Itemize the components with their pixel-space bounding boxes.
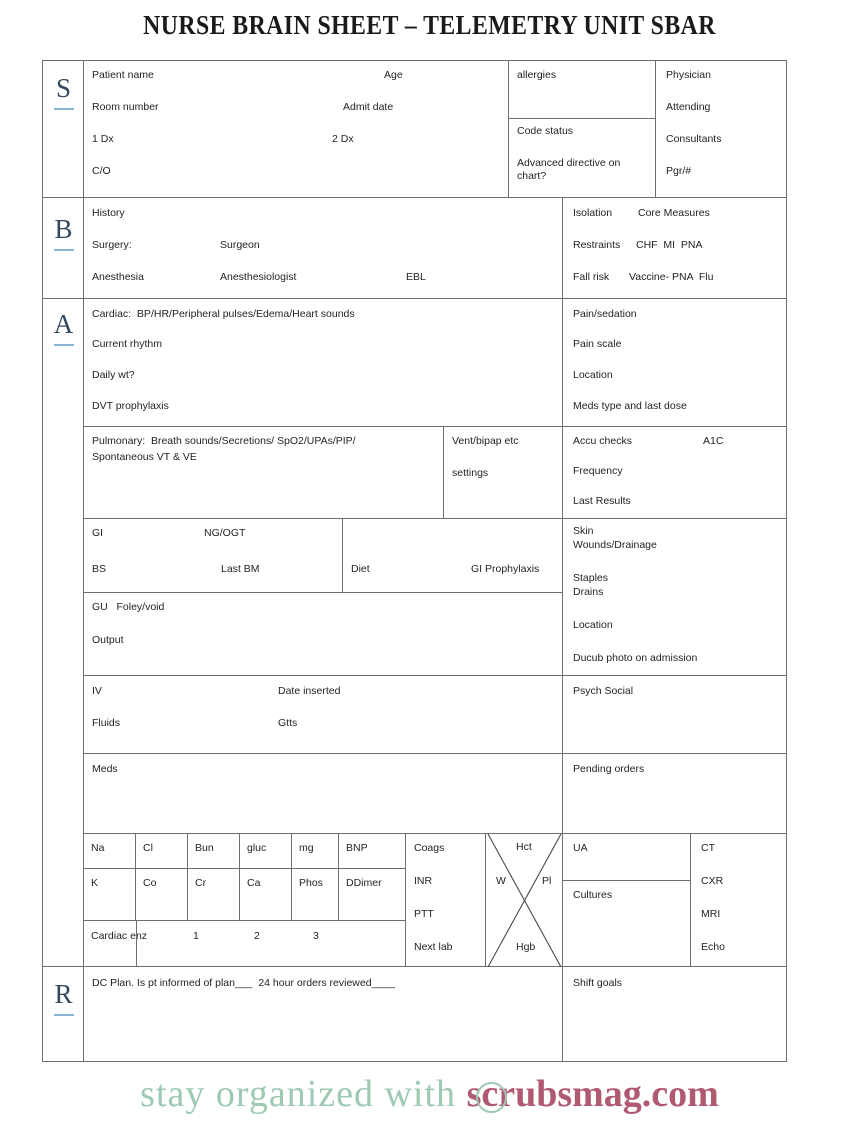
cardiac-label: Cardiac: BP/HR/Peripheral pulses/Edema/Heart sounds — [92, 308, 355, 320]
current-rhythm-label: Current rhythm — [92, 338, 163, 350]
pain-sedation-label: Pain/sedation — [573, 308, 637, 320]
lab-ddimer-label: DDimer — [346, 877, 382, 889]
restraints-label: Restraints — [573, 239, 621, 251]
situation-demographics-cell — [84, 61, 509, 198]
lab-bun-label: Bun — [195, 842, 214, 854]
gi-cell — [84, 519, 343, 593]
chief-complaint-label: C/O — [92, 165, 111, 177]
brand-name-rest: rubsmag.com — [498, 1073, 719, 1115]
diet-label: Diet — [351, 563, 370, 575]
mri-label: MRI — [701, 908, 721, 920]
sbar-letter-column — [43, 61, 84, 1061]
iv-cell — [84, 676, 563, 754]
age-label: Age — [384, 69, 403, 81]
a1c-label: A1C — [703, 435, 724, 447]
cardiac-enz-time-3: 3 — [313, 930, 319, 942]
lab-chem-row2-c0 — [84, 869, 136, 921]
lab-cr-label: Cr — [195, 877, 207, 889]
lab-na-label: Na — [91, 842, 105, 854]
patient-name-label: Patient name — [92, 69, 154, 81]
sbar-rule-s — [54, 108, 74, 110]
lab-co-label: Co — [143, 877, 157, 889]
skin-cell — [563, 519, 786, 676]
pending-orders-cell — [563, 754, 786, 834]
sbar-form-table — [42, 60, 787, 1062]
dx1-label: 1 Dx — [92, 133, 114, 145]
ebl-label: EBL — [406, 271, 426, 283]
lab-chem-row1-c0 — [84, 834, 136, 869]
vent-settings-cell — [444, 427, 563, 519]
inr-label: INR — [414, 875, 433, 887]
surgery-label: Surgery: — [92, 239, 132, 251]
background-history-cell — [84, 198, 563, 299]
meds-cell — [84, 754, 563, 834]
physician-label: Physician — [666, 69, 711, 81]
iv-label: IV — [92, 685, 102, 697]
coags-label: Coags — [414, 842, 445, 854]
page-title: NURSE BRAIN SHEET – TELEMETRY UNIT SBAR — [143, 10, 716, 40]
restraint-codes-label: CHF MI PNA — [636, 239, 703, 251]
coags-cell — [406, 834, 486, 967]
shift-goals-cell — [563, 967, 786, 1061]
sbar-letter-r: R — [54, 979, 73, 1009]
pending-orders-label: Pending orders — [573, 763, 645, 775]
advanced-directive-label: Advanced directive on chart? — [517, 157, 621, 182]
dc-plan-cell — [84, 967, 563, 1061]
cultures-label: Cultures — [573, 889, 613, 901]
cardiac-enz-divider — [136, 921, 137, 967]
ducub-photo-label: Ducub photo on admission — [573, 652, 698, 664]
pager-label: Pgr/# — [666, 165, 692, 177]
gu-label: GU Foley/void — [92, 601, 165, 613]
sbar-rule-a — [54, 344, 74, 346]
admit-date-label: Admit date — [343, 101, 394, 113]
platelets-label: Pl — [542, 875, 552, 887]
footer-tagline: stay organized with — [140, 1073, 467, 1115]
lab-chem-row1-c2 — [188, 834, 240, 869]
hgb-label: Hgb — [516, 941, 536, 953]
echo-label: Echo — [701, 941, 725, 953]
pulmonary-label-line1: Pulmonary: Breath sounds/Secretions/ SpO2/UPAs/PIP/ — [92, 435, 356, 447]
physician-cell — [656, 61, 786, 198]
lab-chem-row2-c2 — [188, 869, 240, 921]
allergies-label: allergies — [517, 69, 557, 81]
daily-weight-label: Daily wt? — [92, 369, 135, 381]
allergies-cell — [509, 61, 656, 119]
diet-cell — [343, 519, 563, 593]
vent-bipap-label: Vent/bipap etc — [452, 435, 519, 447]
gu-cell — [84, 593, 563, 676]
lab-chem-row1-c3 — [240, 834, 292, 869]
lab-chem-row2-c3 — [240, 869, 292, 921]
cardiac-enz-label: Cardiac enz — [91, 930, 148, 942]
pain-meds-label: Meds type and last dose — [573, 400, 687, 412]
cardiac-assessment-cell — [84, 299, 563, 427]
lab-mg-label: mg — [299, 842, 314, 854]
lab-chem-row2-c5 — [339, 869, 406, 921]
staples-label: Staples — [573, 572, 609, 584]
pulmonary-cell — [84, 427, 444, 519]
cardiac-enz-time-2: 2 — [254, 930, 260, 942]
glucose-monitoring-cell — [563, 427, 786, 519]
background-risk-cell — [563, 198, 786, 299]
psych-social-label: Psych Social — [573, 685, 634, 697]
core-measures-label: Core Measures — [638, 207, 710, 219]
ng-ogt-label: NG/OGT — [204, 527, 246, 539]
dx2-label: 2 Dx — [332, 133, 354, 145]
brand-name — [467, 1073, 719, 1115]
sbar-rule-b — [54, 249, 74, 251]
vent-settings-label: settings — [452, 467, 489, 479]
lab-bnp-label: BNP — [346, 842, 368, 854]
dvt-prophylaxis-label: DVT prophylaxis — [92, 400, 169, 412]
vaccine-label: Vaccine- PNA Flu — [629, 271, 714, 283]
pulmonary-label-line2: Spontaneous VT & VE — [92, 451, 197, 463]
anesthesia-label: Anesthesia — [92, 271, 144, 283]
accu-last-results-label: Last Results — [573, 495, 631, 507]
gi-prophylaxis-label: GI Prophylaxis — [471, 563, 540, 575]
accu-frequency-label: Frequency — [573, 465, 623, 477]
wbc-label: W — [496, 875, 506, 887]
fluids-label: Fluids — [92, 717, 121, 729]
ua-label: UA — [573, 842, 588, 854]
psych-social-cell — [563, 676, 786, 754]
gtts-label: Gtts — [278, 717, 298, 729]
last-bm-label: Last BM — [221, 563, 260, 575]
ct-label: CT — [701, 842, 715, 854]
pain-location-label: Location — [573, 369, 613, 381]
brand-letter-c: c — [481, 1073, 499, 1115]
bowel-sounds-label: BS — [92, 563, 107, 575]
sbar-letter-s: S — [55, 73, 72, 103]
cultures-cell — [563, 881, 691, 967]
anesthesiologist-label: Anesthesiologist — [220, 271, 297, 283]
lab-chem-row2-c1 — [136, 869, 188, 921]
fall-risk-label: Fall risk — [573, 271, 610, 283]
hct-label: Hct — [516, 841, 532, 853]
brand-letter-c-wrapper — [481, 1072, 498, 1116]
lab-gluc-label: gluc — [247, 842, 267, 854]
urine-output-label: Output — [92, 634, 124, 646]
attending-label: Attending — [666, 101, 711, 113]
ptt-label: PTT — [414, 908, 434, 920]
cxr-label: CXR — [701, 875, 724, 887]
skin-location-label: Location — [573, 619, 613, 631]
wounds-drainage-label: Wounds/Drainage — [573, 539, 657, 551]
brand-letter-s: s — [466, 1073, 482, 1115]
pain-assessment-cell — [563, 299, 786, 427]
lab-chem-row1-c1 — [136, 834, 188, 869]
lab-ca-label: Ca — [247, 877, 261, 889]
lab-chem-row2-c4 — [292, 869, 339, 921]
room-number-label: Room number — [92, 101, 159, 113]
lab-chem-row1-c5 — [339, 834, 406, 869]
pain-scale-label: Pain scale — [573, 338, 622, 350]
cardiac-enz-time-1: 1 — [193, 930, 199, 942]
sbar-rule-r — [54, 1014, 74, 1016]
surgeon-label: Surgeon — [220, 239, 260, 251]
code-status-label: Code status — [517, 125, 574, 137]
cbc-fishbone-cell — [486, 834, 563, 967]
sbar-letter-b: B — [54, 214, 73, 244]
date-inserted-label: Date inserted — [278, 685, 341, 697]
cardiac-enzymes-cell — [84, 921, 406, 967]
imaging-cell — [691, 834, 786, 967]
lab-chem-row1-c4 — [292, 834, 339, 869]
gi-label: GI — [92, 527, 104, 539]
code-status-cell — [509, 119, 656, 198]
sbar-letter-a: A — [53, 309, 74, 339]
lab-cl-label: Cl — [143, 842, 153, 854]
consultants-label: Consultants — [666, 133, 722, 145]
shift-goals-label: Shift goals — [573, 977, 623, 989]
lab-phos-label: Phos — [299, 877, 323, 889]
next-lab-label: Next lab — [414, 941, 453, 953]
footer-branding — [0, 1072, 859, 1132]
skin-label: Skin — [573, 525, 594, 537]
lab-k-label: K — [91, 877, 99, 889]
accu-checks-label: Accu checks — [573, 435, 632, 447]
dc-plan-label: DC Plan. Is pt informed of plan___ 24 hour orders reviewed____ — [92, 977, 395, 989]
drains-label: Drains — [573, 586, 604, 598]
isolation-label: Isolation — [573, 207, 613, 219]
urinalysis-cell — [563, 834, 691, 881]
meds-label: Meds — [92, 763, 118, 775]
history-label: History — [92, 207, 125, 219]
